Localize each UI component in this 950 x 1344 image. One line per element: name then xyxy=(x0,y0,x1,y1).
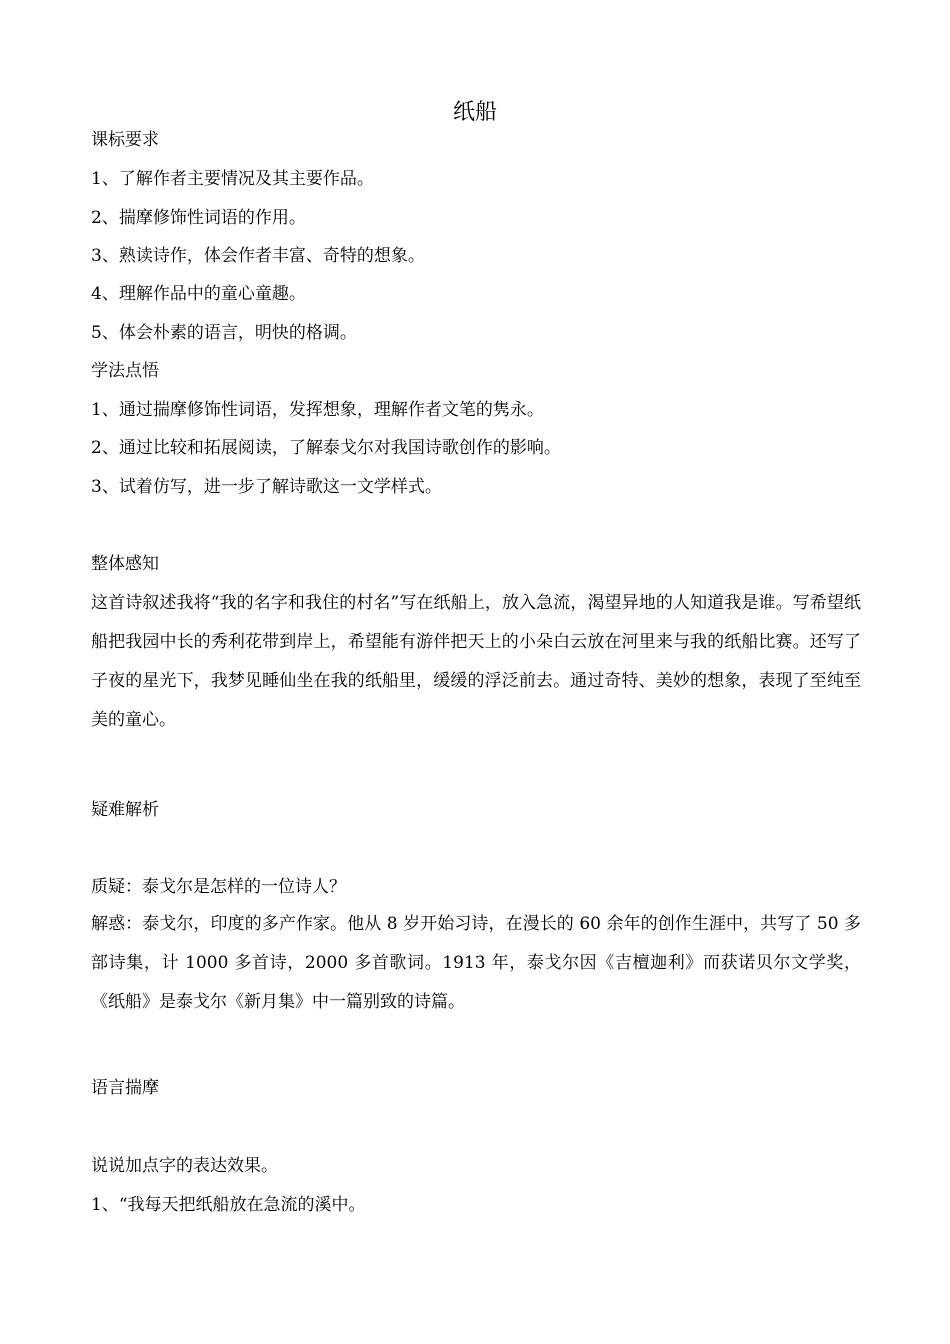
section-heading-yinan: 疑难解析 xyxy=(91,800,159,820)
section-heading-zhengti: 整体感知 xyxy=(91,554,159,574)
yuyan-item-1: 1、“我每天把纸船放在急流的溪中。 xyxy=(91,1195,366,1215)
kebiao-item-4: 4、理解作品中的童心童趣。 xyxy=(91,284,306,304)
section-heading-yuyan: 语言揣摩 xyxy=(91,1078,159,1098)
xuefa-item-2: 2、通过比较和拓展阅读，了解泰戈尔对我国诗歌创作的影响。 xyxy=(91,438,561,458)
section-heading-kebiao: 课标要求 xyxy=(91,130,159,150)
kebiao-item-1: 1、了解作者主要情况及其主要作品。 xyxy=(91,169,374,189)
document-title: 纸船 xyxy=(452,100,497,125)
section-heading-xuefa: 学法点悟 xyxy=(91,361,159,381)
xuefa-item-1: 1、通过揣摩修饰性词语，发挥想象，理解作者文笔的隽永。 xyxy=(91,400,544,420)
kebiao-item-2: 2、揣摩修饰性词语的作用。 xyxy=(91,208,306,228)
yuyan-prompt: 说说加点字的表达效果。 xyxy=(91,1156,278,1176)
kebiao-item-5: 5、体会朴素的语言，明快的格调。 xyxy=(91,323,357,343)
zhengti-paragraph: 这首诗叙述我将“我的名字和我住的村名”写在纸船上，放入急流，渴望异地的人知道我是谁。写希望纸船把我园中长的秀利花带到岸上，希望能有游伴把天上的小朵白云放在河里来与我的纸船比赛。还写了子夜的星光下，我梦见睡仙坐在我的纸船里，缓缓的浮泛前去。通过奇特、美妙的想象，表现了至纯至美的童心。 xyxy=(91,593,861,730)
kebiao-item-3: 3、熟读诗作，体会作者丰富、奇特的想象。 xyxy=(91,246,425,266)
yinan-question: 质疑：泰戈尔是怎样的一位诗人？ xyxy=(91,877,346,897)
yinan-answer: 解惑：泰戈尔，印度的多产作家。他从 8 岁开始习诗，在漫长的 60 余年的创作生涯中，共写了 50 多部诗集，计 1000 多首诗，2000 多首歌词。1913 年，泰戈尔因《吉檀迦利》而获诺贝尔文学奖，《纸船》是泰戈尔《新月集》中一篇别致的诗篇。 xyxy=(91,914,861,1012)
xuefa-item-3: 3、试着仿写，进一步了解诗歌这一文学样式。 xyxy=(91,477,442,497)
